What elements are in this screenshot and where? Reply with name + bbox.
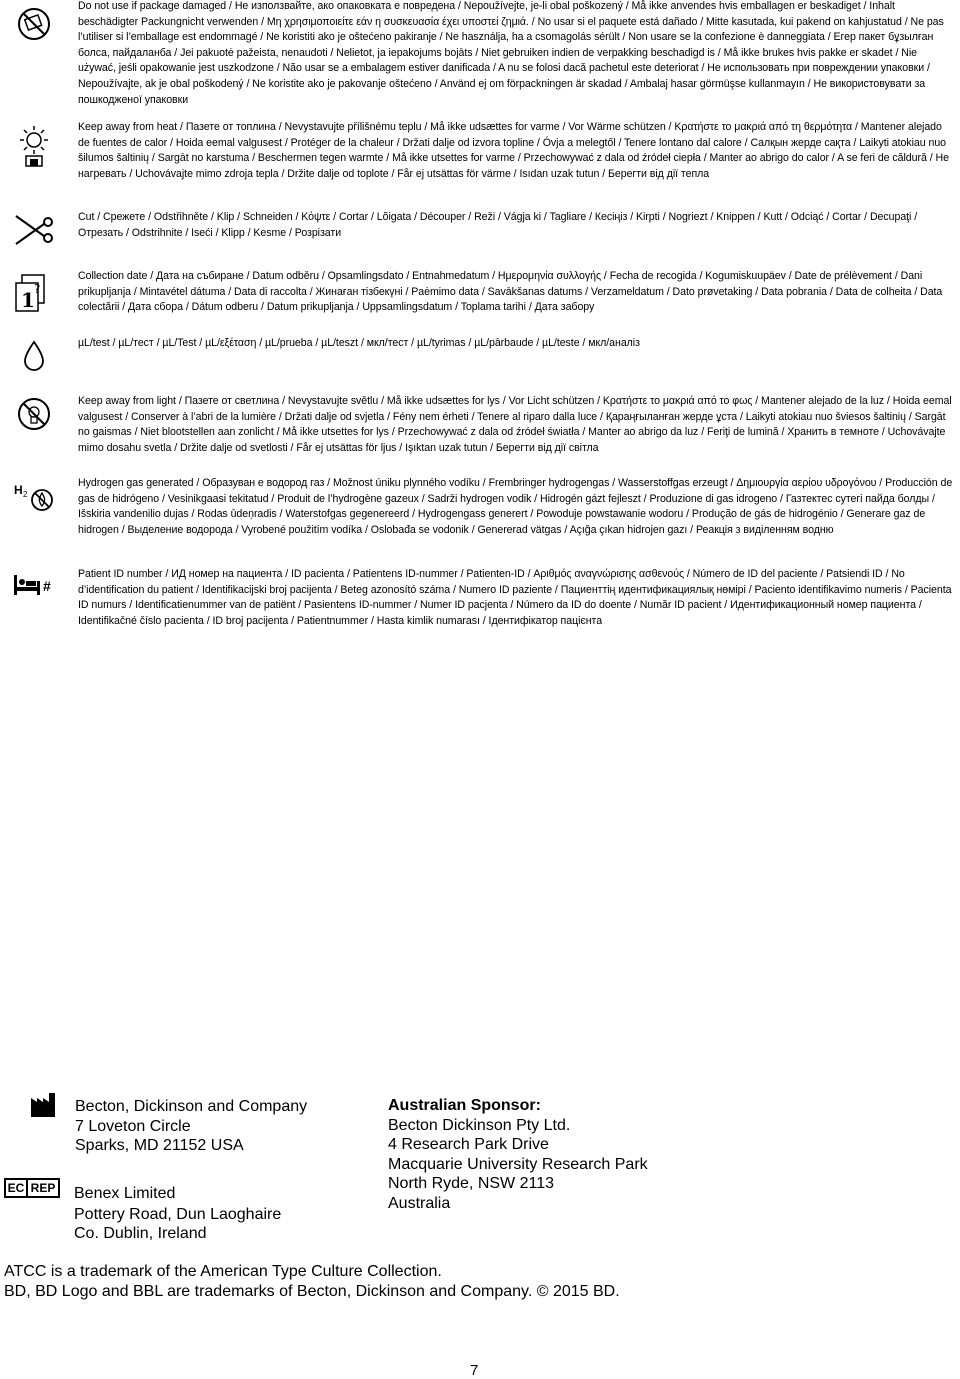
manufacturer-icon (30, 1092, 56, 1118)
ec-rep-icon (4, 1178, 60, 1198)
symbol-text: Collection date / Дата на събиране / Datum odběru / Opsamlingsdato / Entnahmedatum / Ημερομηνία συλλογής / Fecha de recogida / Kogumiskuupäev / Date de prélèvement / Dani prikupljanja / Mintavétel dátuma / Data di raccolta / Жинаған тізбекүні / Paėmimo data / Savākšanas datums / Verzameldatum / Dato prøvetaking / Data pobrania / Data de colheita / Data colectării / Дата сбора / Dátum odberu / Datum prikupljanja / Uppsamlingsdatum / Toplama tarihi / Дата забору (78, 270, 943, 314)
symbol-text: Do not use if package damaged / Не използвайте, ако опаковката е повредена / Nepoužívejte, je-li obal poškozený / Må ikke anvendes hvis emballagen er beskadiget / Inhalt beschädigter Packungnicht verwenden / Μη χρησιμοποιείτε εάν η συσκευασία έχει υποστεί ζημιά. / No usar si el paquete está dañado / Mitte kasutada, kui pakend on kahjustatud / Ne pas l’utiliser si l’emballage est endommagé / Ne koristiti ako je oštećeno pakiranje / Ne használja, ha a csomagolás sérült / Non usare se la confezione è danneggiata / Егер пакет бұзылған болса, пайдаланба / Jei pakuotė pažeista, nenaudoti / Nelietot, ja iepakojums bojāts / Niet gebruiken indien de verpakking beschadigd is / Må ikke brukes hvis pakke er skadet / Nie używać, jeśli opakowanie jest uszkodzone / Não usar se a embalagem estiver danificada / A nu se folosi dacă pachetul este deteriorat / Не использовать при повреждении упаковки / Nepoužívajte, ak je obal poškodený / Ne koristite ako je pakovanje oštećeno / Använd ej om förpackningen är skadad / Ambalaj hasar görmüşse kullanmayın / Не використовувати за пошкодженої упаковки (78, 0, 944, 106)
sponsor-line: Macquarie University Research Park (388, 1155, 648, 1173)
collection-date-icon (12, 271, 56, 315)
australian-sponsor-heading: Australian Sponsor: (388, 1097, 541, 1114)
trademark-line: ATCC is a trademark of the American Type Culture Collection. (4, 1263, 442, 1280)
ec-rep-line: Pottery Road, Dun Laoghaire (74, 1205, 282, 1223)
svg-text:2: 2 (23, 490, 28, 499)
sponsor-line: Becton Dickinson Pty Ltd. (388, 1116, 571, 1134)
patient-id-icon (12, 563, 56, 607)
ec-rep-line: Co. Dublin, Ireland (74, 1225, 207, 1242)
svg-text:H: H (14, 483, 23, 497)
ec-rep-address (74, 1184, 281, 1244)
cut-scissors-icon (12, 208, 56, 252)
sponsor-line: North Ryde, NSW 2113 (388, 1175, 554, 1192)
ec-label: EC (6, 1180, 28, 1196)
page-number: 7 (470, 1362, 479, 1379)
manufacturer-address (75, 1097, 307, 1156)
australian-sponsor (388, 1096, 648, 1213)
manufacturer-line: 7 Loveton Circle (75, 1117, 191, 1135)
manufacturer-line: Becton, Dickinson and Company (75, 1098, 308, 1115)
ec-rep-line: Benex Limited (74, 1185, 176, 1202)
drop-volume-icon (12, 334, 56, 378)
symbol-text: Keep away from heat / Пазете от топлина / Nevystavujte přílišnému teplu / Må ikke udsættes for varme / Vor Wärme schützen / Κρατήστε το μακριά από τη θερμότητα / Mantener alejado de fuentes de calor / Hoida eemal valgusest / Protéger de la chaleur / Držati dalje od izvora topline / Óvja a melegtől / Tenere lontano dal calore / Салқын жерде сақта / Laikyti atokiau nuo šilumos šaltinių / Sargāt no karstuma / Beschermen tegen warmte / Må ikke utsettes for varme / Przechowywać z dala od źródeł ciepła / Manter ao abrigo do calor / A se feri de căldură / Не нагревать / Uchovávajte mimo zdroja tepla / Držite dalje od toplote / Får ej utsättas för värme / Isıdan uzak tutun / Берегти від дії тепла (78, 121, 949, 180)
svg-text:#: # (43, 578, 51, 594)
keep-away-from-heat-icon (12, 124, 56, 168)
rep-label: REP (30, 1181, 56, 1195)
symbol-text: µL/test / µL/тест / µL/Test / µL/εξέταση / µL/prueba / µL/teszt / мкл/тест / µL/tyrimas / µL/pārbaude / µL/teste / мкл/аналіз (78, 337, 640, 349)
trademark-line: BD, BD Logo and BBL are trademarks of Becton, Dickinson and Company. © 2015 BD. (4, 1282, 620, 1300)
manufacturer-line: Sparks, MD 21152 USA (75, 1137, 244, 1154)
symbol-text: Cut / Срежете / Odstřihněte / Klip / Schneiden / Κόψτε / Cortar / Lõigata / Découper / Reži / Vágja ki / Tagliare / Кесіңіз / Kirpti / Nogriezt / Knippen / Kutt / Odciąć / Cortar / Decupaţi / Отрезать / Odstrihnite / Iseći / Klipp / Kesme / Розрізати (78, 211, 918, 239)
sponsor-line: Australia (388, 1194, 451, 1212)
symbol-text: Hydrogen gas generated / Образуван е водород газ / Možnost úniku plynného vodíku / Frembringer hydrogengas / Wasserstoffgas erzeugt / Δημιουργία αερίου υδρογόνου / Producción de gas de hidrógeno / Vesinikgaasi tekitatud / Produit de l’hydrogène gazeux / Sadrži hydrogen vodik / Hidrogén gázt fejleszt / Produzione di gas idrogeno / Газтектес сутегі пайда болды / Išskiria vandenilio dujas / Rodas ūdeņradis / Waterstofgas gegenereerd / Hydrogengass generert / Powoduje powstawanie wodoru / Produção de gás de hidrogénio / Generare gaz de hidrogen / Выделение водорода / Vyrobené použitím vodíka / Oslobađa se vodonik / Genererad vätgas / Açığa çıkan hidrojen gazı / Реакція з виділенням водню (78, 477, 953, 536)
svg-text:?: ? (34, 282, 41, 296)
trademarks (4, 1262, 620, 1301)
symbol-text: Keep away from light / Пазете от светлина / Nevystavujte světlu / Må ikke udsættes for lys / Vor Licht schützen / Κρατήστε το μακριά από το φως / Mantener alejado de la luz / Hoida eemal valgusest / Conserver à l’abri de la lumière / Držati dalje od svjetla / Fény nem érheti / Tenere al riparo dalla luce / Қараңғыланған жерде ұста / Laikyti atokiau nuo šviesos šaltinių / Sargāt no gaismas / Niet blootstellen aan zonlicht / Må ikke utsettes for lys / Przechowywać z dala od źródeł światła / Manter ao abrigo da luz / Feriţi de lumină / Хранить в темноте / Uchovávajte mimo dosahu svetla / Držite dalje od svetlosti / Får ej utsättas för ljus / Işıktan uzak tutun / Берегти від дії світла (78, 395, 952, 454)
svg-text:1: 1 (21, 288, 35, 312)
sponsor-line: 4 Research Park Drive (388, 1136, 549, 1153)
symbol-text: Patient ID number / ИД номер на пациента / ID pacienta / Patientens ID-nummer / Patienten-ID / Αριθμός αναγνώρισης ασθενούς / Número de ID del paciente / Patsiendi ID / No d’identification du patient / Identifikacijski broj pacijenta / Beteg azonosító száma / Numero ID paziente / Пациенттің идентификациялық нөмірі / Paciento identifikavimo numeris / Pacienta ID numurs / Identificatienummer van de patiënt / Pasientens ID-nummer / Numer ID pacjenta / Número da ID do doente / Număr ID pacient / Идентификационный номер пациента / Identifikačné číslo pacienta / ID broj pacijenta / Patientnummer / Hasta kimlik numarası / Ідентифікатор пацієнта (78, 568, 952, 627)
keep-away-from-light-icon (12, 394, 56, 438)
do-not-use-if-damaged-icon (12, 4, 56, 48)
hydrogen-gas-icon (12, 478, 56, 522)
